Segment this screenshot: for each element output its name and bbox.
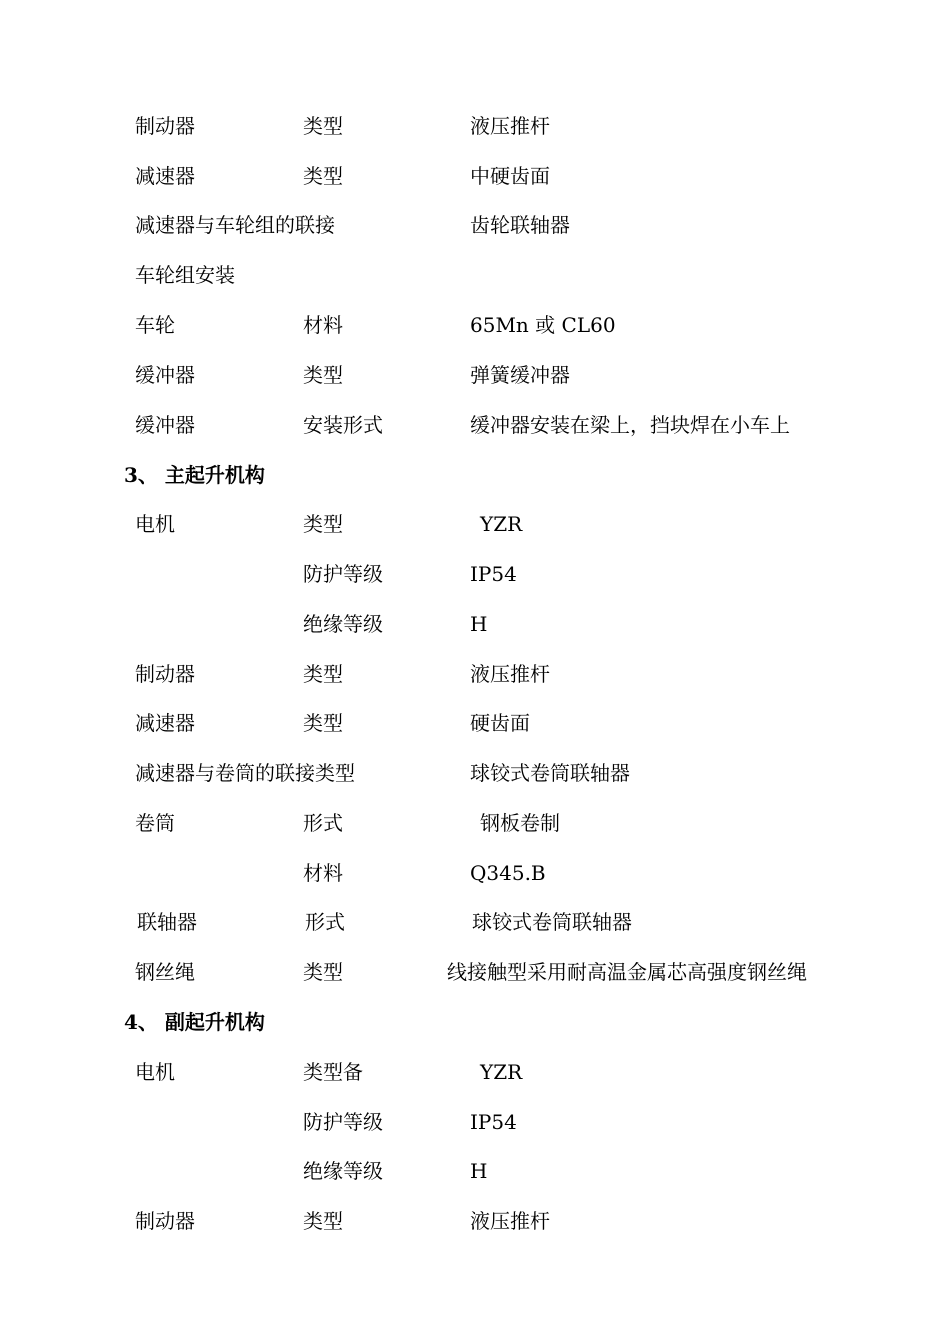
spec-row <box>0 1154 950 1188</box>
spec-attribute: 类型 <box>303 512 343 536</box>
spec-item: 钢丝绳 <box>135 960 195 984</box>
spec-value: H <box>470 612 488 636</box>
spec-row <box>0 408 950 442</box>
section-heading-aux-hoist: 4、 副起升机构 <box>124 1010 265 1034</box>
spec-value: 缓冲器安装在梁上，挡块焊在小车上 <box>470 413 790 437</box>
spec-attribute: 类型 <box>303 1209 343 1233</box>
spec-item: 减速器与卷筒的联接类型 <box>135 761 355 785</box>
spec-item: 减速器与车轮组的联接 <box>135 213 335 237</box>
spec-item: 制动器 <box>135 1209 195 1233</box>
spec-row <box>0 1105 950 1139</box>
spec-attribute: 材料 <box>303 861 343 885</box>
spec-item: 卷筒 <box>135 811 175 835</box>
spec-attribute: 类型 <box>303 164 343 188</box>
spec-row <box>0 756 950 790</box>
spec-value: 液压推杆 <box>470 114 550 138</box>
spec-item: 减速器 <box>135 711 195 735</box>
spec-value: IP54 <box>470 562 517 586</box>
spec-item: 电机 <box>135 512 175 536</box>
spec-value: Q345.B <box>470 861 546 885</box>
spec-row <box>0 507 950 541</box>
spec-attribute: 类型 <box>303 960 343 984</box>
spec-row <box>0 856 950 890</box>
spec-attribute: 防护等级 <box>303 1110 383 1134</box>
spec-attribute: 安装形式 <box>303 413 383 437</box>
spec-item: 缓冲器 <box>135 363 195 387</box>
spec-value: 中硬齿面 <box>470 164 550 188</box>
spec-row <box>0 706 950 740</box>
spec-value: 线接触型采用耐高温金属芯高强度钢丝绳 <box>447 960 807 984</box>
spec-attribute: 类型 <box>303 114 343 138</box>
spec-item: 减速器 <box>135 164 195 188</box>
spec-row <box>0 1204 950 1238</box>
spec-value: 液压推杆 <box>470 662 550 686</box>
spec-row <box>0 159 950 193</box>
spec-value: H <box>470 1159 488 1183</box>
spec-attribute: 材料 <box>303 313 343 337</box>
spec-value: 液压推杆 <box>470 1209 550 1233</box>
spec-value: IP54 <box>470 1110 517 1134</box>
spec-attribute: 形式 <box>303 811 343 835</box>
spec-value: 球铰式卷筒联轴器 <box>472 910 632 934</box>
spec-value: YZR <box>480 512 523 536</box>
spec-attribute: 形式 <box>305 910 345 934</box>
section-heading-main-hoist: 3、 主起升机构 <box>124 463 265 487</box>
spec-row <box>0 607 950 641</box>
spec-value: 65Mn 或 CL60 <box>470 313 616 337</box>
spec-row <box>0 955 950 989</box>
spec-attribute: 类型 <box>303 363 343 387</box>
spec-row <box>0 258 950 292</box>
spec-row <box>0 308 950 342</box>
spec-value: 球铰式卷筒联轴器 <box>470 761 630 785</box>
spec-row <box>0 806 950 840</box>
spec-item: 电机 <box>135 1060 175 1084</box>
spec-attribute: 绝缘等级 <box>303 612 383 636</box>
spec-row <box>0 109 950 143</box>
spec-item: 制动器 <box>135 114 195 138</box>
spec-attribute: 类型备 <box>303 1060 363 1084</box>
spec-row <box>0 557 950 591</box>
spec-row <box>0 905 950 939</box>
spec-item: 车轮组安装 <box>135 263 235 287</box>
spec-row <box>0 657 950 691</box>
spec-item: 制动器 <box>135 662 195 686</box>
spec-item: 联轴器 <box>137 910 197 934</box>
spec-value: 硬齿面 <box>470 711 530 735</box>
spec-attribute: 防护等级 <box>303 562 383 586</box>
spec-item: 缓冲器 <box>135 413 195 437</box>
spec-value: 钢板卷制 <box>480 811 560 835</box>
spec-value: 齿轮联轴器 <box>470 213 570 237</box>
spec-attribute: 类型 <box>303 662 343 686</box>
spec-value: YZR <box>480 1060 523 1084</box>
spec-attribute: 类型 <box>303 711 343 735</box>
spec-item: 车轮 <box>135 313 175 337</box>
spec-row <box>0 1055 950 1089</box>
spec-value: 弹簧缓冲器 <box>470 363 570 387</box>
spec-row <box>0 358 950 392</box>
spec-attribute: 绝缘等级 <box>303 1159 383 1183</box>
spec-row <box>0 208 950 242</box>
